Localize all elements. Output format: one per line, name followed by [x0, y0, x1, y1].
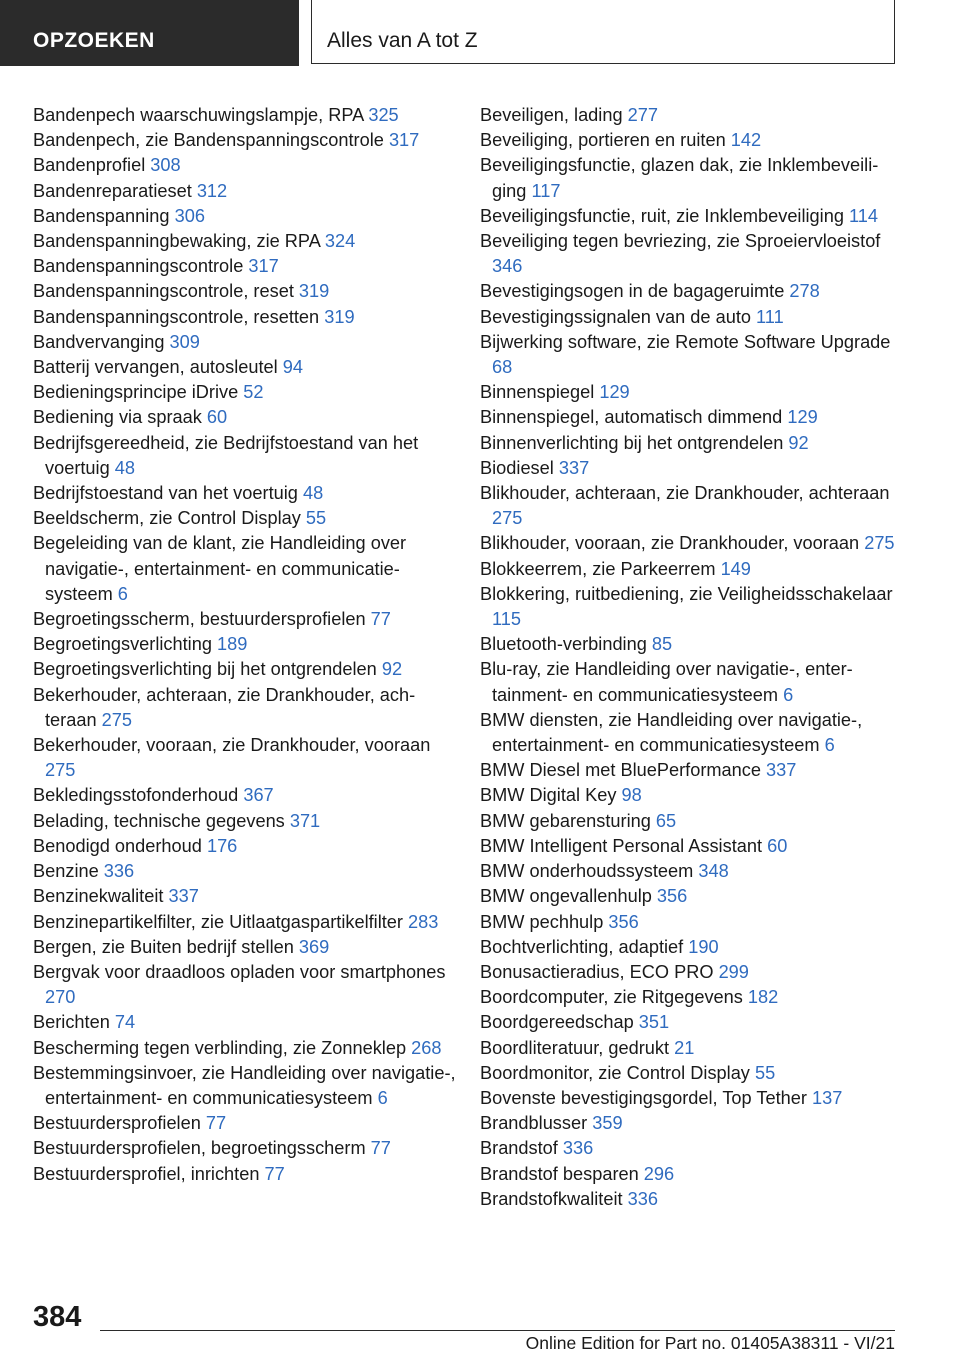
- page-reference-link[interactable]: 275: [492, 508, 523, 529]
- index-term: Blu-ray, zie Handleiding over navigatie-, entertainment- en communicatiesysteem: [480, 659, 853, 705]
- page-reference-link[interactable]: 275: [864, 533, 895, 554]
- index-term: Beveiligingsfunctie, glazen dak, zie Inklembeveiliging: [480, 155, 879, 201]
- index-term: Begroetingsverlichting: [33, 634, 217, 655]
- page-reference-link[interactable]: 60: [767, 835, 788, 856]
- index-term: BMW pechhulp: [480, 911, 609, 932]
- index-term: Brandblusser: [480, 1113, 593, 1134]
- index-term: Beeldscherm, zie Control Display: [33, 508, 306, 529]
- index-entry: [33, 834, 458, 859]
- page-reference-link[interactable]: 356: [608, 911, 639, 932]
- page-reference-link[interactable]: 6: [783, 684, 794, 705]
- index-term: Benodigd onderhoud: [33, 835, 207, 856]
- index-term: BMW Intelligent Personal Assistant: [480, 835, 768, 856]
- page-reference-link[interactable]: 182: [747, 987, 779, 1008]
- index-term: Blikhouder, vooraan, zie Drankhouder, vooraan: [480, 533, 865, 554]
- index-entry: [33, 935, 458, 960]
- index-term: Bandenspanningscontrole, reset: [33, 281, 299, 302]
- index-term: Bedrijfsgereedheid, zie Bedrijfstoestand van het voertuig: [33, 432, 419, 478]
- index-entry: [480, 632, 900, 657]
- index-entry: [480, 1187, 900, 1212]
- page-reference-link[interactable]: 309: [169, 331, 200, 352]
- index-term: Benzinekwaliteit: [33, 886, 169, 907]
- index-term: Biodiesel: [480, 457, 559, 478]
- index-term: Batterij vervangen, autosleutel: [33, 357, 283, 378]
- page-reference-link[interactable]: 6: [377, 1087, 388, 1108]
- page-reference-link[interactable]: 115: [492, 609, 521, 630]
- index-term: BMW gebarensturing: [480, 810, 656, 831]
- page-reference-link[interactable]: 98: [621, 785, 642, 806]
- page-reference-link[interactable]: 319: [298, 281, 330, 302]
- index-term: Beveiligen, lading: [480, 105, 628, 125]
- index-entry: [480, 1086, 900, 1111]
- page-reference-link[interactable]: 111: [756, 306, 784, 327]
- index-term: Bestuurdersprofielen: [33, 1113, 206, 1134]
- index-term: Boordgereedschap: [480, 1012, 639, 1033]
- index-entry: [480, 557, 900, 582]
- page-reference-link[interactable]: 283: [408, 911, 439, 932]
- index-term: Bestuurdersprofielen, begroetingsscherm: [33, 1138, 371, 1159]
- index-entry: [480, 582, 900, 632]
- index-entry: [33, 683, 458, 733]
- index-entry: [480, 279, 900, 304]
- index-entry: [480, 103, 900, 128]
- page-reference-link[interactable]: 92: [381, 659, 403, 680]
- page-reference-link[interactable]: 77: [370, 609, 391, 630]
- index-entry: [480, 481, 900, 531]
- index-term: Bescherming tegen verblinding, zie Zonneklep: [33, 1037, 412, 1058]
- index-entry: [480, 834, 900, 859]
- page-reference-link[interactable]: 336: [562, 1138, 594, 1159]
- index-entry: [33, 1036, 458, 1061]
- page-reference-link[interactable]: 92: [788, 432, 809, 453]
- page-reference-link[interactable]: 65: [655, 810, 677, 831]
- index-entry: [33, 859, 458, 884]
- index-entry: [480, 1111, 900, 1136]
- index-term: Bedieningsprincipe iDrive: [33, 382, 244, 403]
- index-term: Bluetooth-verbinding: [480, 634, 652, 655]
- index-term: Bergvak voor draadloos opladen voor smartphones: [33, 961, 446, 982]
- index-entry: [480, 708, 900, 758]
- index-entry: [33, 1061, 458, 1111]
- index-entry: [33, 783, 458, 808]
- page-reference-link[interactable]: 317: [388, 130, 420, 151]
- index-entry: [480, 380, 900, 405]
- index-entry: [480, 859, 900, 884]
- page-reference-link[interactable]: 371: [289, 810, 321, 831]
- page-reference-link[interactable]: 117: [531, 180, 561, 201]
- index-entry: [33, 204, 458, 229]
- index-entry: [33, 179, 458, 204]
- index-term: Bandenspanningscontrole, resetten: [33, 306, 325, 327]
- index-entry: [480, 657, 900, 707]
- index-column-right: [480, 103, 900, 1212]
- index-term: Bestuurdersprofiel, inrichten: [33, 1163, 265, 1184]
- page-reference-link[interactable]: 296: [643, 1163, 675, 1184]
- index-entry: [33, 1010, 458, 1035]
- index-entry: [33, 355, 458, 380]
- index-entry: [480, 204, 900, 229]
- index-term: Benzinepartikelfilter, zie Uitlaatgaspartikelfilter: [33, 911, 409, 932]
- index-entry: [33, 960, 458, 1010]
- page-reference-link[interactable]: 55: [305, 508, 327, 529]
- page-reference-link[interactable]: 346: [492, 256, 523, 277]
- index-column-left: [33, 103, 458, 1187]
- index-entry: [33, 1136, 458, 1161]
- index-entry: [33, 733, 458, 783]
- index-entry: [33, 1162, 458, 1187]
- index-entry: [480, 229, 900, 279]
- index-entry: [33, 153, 458, 178]
- page-reference-link[interactable]: 306: [174, 205, 205, 226]
- index-term: BMW onderhoudssysteem: [480, 861, 699, 882]
- section-tab[interactable]: OPZOEKEN: [0, 0, 299, 66]
- index-term: Binnenspiegel, automatisch dimmend: [480, 407, 788, 428]
- index-entry: [33, 305, 458, 330]
- page-reference-link[interactable]: 325: [368, 105, 399, 125]
- index-entry: [480, 1162, 900, 1187]
- index-entry: [33, 229, 458, 254]
- page-reference-link[interactable]: 337: [766, 760, 797, 781]
- index-entry: [480, 910, 900, 935]
- page-header: [0, 0, 960, 66]
- index-entry: [33, 481, 458, 506]
- page-reference-link[interactable]: 319: [324, 306, 355, 327]
- index-entry: [33, 380, 458, 405]
- page-reference-link[interactable]: 308: [150, 155, 181, 176]
- index-term: Bestemmingsinvoer, zie Handleiding over navigatie-, entertainment- en communicatiesysteem: [33, 1062, 456, 1108]
- index-term: Bandenspanning: [33, 205, 175, 226]
- page-reference-link[interactable]: 48: [302, 483, 324, 504]
- page-reference-link[interactable]: 137: [811, 1087, 843, 1108]
- page-reference-link[interactable]: 275: [101, 709, 132, 730]
- index-term: Begeleiding van de klant, zie Handleiding over navigatie-, entertainment- en communicatiesysteem: [33, 533, 407, 604]
- index-term: Bovenste bevestigingsgordel, Top Tether: [480, 1087, 812, 1108]
- index-entry: [480, 153, 900, 203]
- page-reference-link[interactable]: 60: [206, 407, 228, 428]
- index-entry: [480, 128, 900, 153]
- page-reference-link[interactable]: 359: [592, 1113, 623, 1134]
- index-term: Bandenprofiel: [33, 155, 151, 176]
- page-reference-link[interactable]: 55: [754, 1062, 776, 1083]
- page-reference-link[interactable]: 317: [248, 256, 279, 277]
- index-entry: [33, 506, 458, 531]
- page-reference-link[interactable]: 336: [627, 1188, 658, 1209]
- index-term: Beveiliging, portieren en ruiten: [480, 130, 731, 151]
- index-entry: [480, 456, 900, 481]
- index-term: Begroetingsverlichting bij het ontgrendelen: [33, 659, 382, 680]
- page-number: 384: [33, 1301, 82, 1333]
- page-reference-link[interactable]: 129: [599, 382, 630, 403]
- page-reference-link[interactable]: 52: [243, 382, 264, 403]
- index-entry: [33, 884, 458, 909]
- index-term: BMW Diesel met BluePerformance: [480, 760, 767, 781]
- edition-footer: Online Edition for Part no. 01405A38311 - VI/21: [525, 1333, 895, 1353]
- index-term: Bevestigingssignalen van de auto: [480, 306, 757, 327]
- index-entry: [480, 935, 900, 960]
- index-term: Beveiliging tegen bevriezing, zie Sproeiervloeistof: [480, 231, 881, 252]
- page-reference-link[interactable]: 277: [627, 105, 658, 125]
- index-entry: [480, 531, 900, 556]
- index-term: Boordmonitor, zie Control Display: [480, 1062, 755, 1083]
- index-term: BMW diensten, zie Handleiding over navigatie-, entertainment- en communicatiesysteem: [480, 709, 863, 756]
- index-term: Bandenpech, zie Bandenspanningscontrole: [33, 130, 389, 151]
- page-reference-link[interactable]: 74: [114, 1012, 136, 1033]
- page-reference-link[interactable]: 312: [196, 180, 228, 201]
- index-entry: [33, 431, 458, 481]
- page-reference-link[interactable]: 77: [370, 1138, 391, 1159]
- index-entry: [480, 960, 900, 985]
- page-reference-link[interactable]: 21: [674, 1037, 695, 1058]
- page-reference-link[interactable]: 324: [324, 231, 356, 252]
- page-reference-link[interactable]: 336: [103, 861, 135, 882]
- index-term: Brandstof besparen: [480, 1163, 644, 1184]
- index-term: Bandenreparatieset: [33, 180, 197, 201]
- index-term: Bevestigingsogen in de bagageruimte: [480, 281, 790, 302]
- index-term: BMW Digital Key: [480, 785, 622, 806]
- index-entry: [480, 1036, 900, 1061]
- index-entry: [480, 1136, 900, 1161]
- page-reference-link[interactable]: 48: [114, 457, 135, 478]
- page-reference-link[interactable]: 270: [45, 987, 76, 1008]
- index-entry: [33, 632, 458, 657]
- index-term: Binnenspiegel: [480, 382, 600, 403]
- page-reference-link[interactable]: 367: [243, 785, 274, 806]
- page-reference-link[interactable]: 268: [411, 1037, 442, 1058]
- index-term: Boordliteratuur, gedrukt: [480, 1037, 675, 1058]
- index-term: BMW ongevallenhulp: [480, 886, 657, 907]
- page-reference-link[interactable]: 77: [205, 1113, 227, 1134]
- index-term: Blikhouder, achteraan, zie Drankhouder, achteraan: [480, 483, 890, 504]
- chapter-title: Alles van A tot Z: [311, 0, 895, 64]
- page-reference-link[interactable]: 337: [558, 457, 590, 478]
- index-term: Bekerhouder, achteraan, zie Drankhouder, achteraan: [33, 684, 416, 730]
- index-term: Bonusactieradius, ECO PRO: [480, 961, 719, 982]
- footer-divider: [100, 1330, 895, 1331]
- index-entry: [33, 405, 458, 430]
- index-entry: [33, 657, 458, 682]
- index-entry: [33, 910, 458, 935]
- page-reference-link[interactable]: 6: [824, 735, 835, 756]
- index-entry: [33, 607, 458, 632]
- index-term: Berichten: [33, 1012, 115, 1033]
- index-entry: [33, 254, 458, 279]
- index-term: Blokkering, ruitbediening, zie Veiligheidsschakelaar: [480, 583, 893, 604]
- page-reference-link[interactable]: 176: [206, 835, 238, 856]
- index-term: Bekerhouder, vooraan, zie Drankhouder, vooraan: [33, 735, 431, 756]
- index-entry: [480, 431, 900, 456]
- index-term: Bergen, zie Buiten bedrijf stellen: [33, 936, 299, 957]
- index-term: Bandenspanningscontrole: [33, 256, 249, 277]
- page-reference-link[interactable]: 77: [264, 1163, 285, 1184]
- index-term: Belading, technische gegevens: [33, 810, 290, 831]
- index-entry: [480, 783, 900, 808]
- index-entry: [33, 1111, 458, 1136]
- index-term: Bandvervanging: [33, 331, 170, 352]
- page-reference-link[interactable]: 337: [168, 886, 199, 907]
- page-reference-link[interactable]: 190: [688, 936, 719, 957]
- index-entry: [33, 103, 458, 128]
- index-term: Bochtverlichting, adaptief: [480, 936, 689, 957]
- index-term: Brandstof: [480, 1138, 563, 1159]
- index-term: Blokkeerrem, zie Parkeerrem: [480, 558, 721, 579]
- index-entry: [480, 809, 900, 834]
- index-term: Bedrijfstoestand van het voertuig: [33, 483, 303, 504]
- index-entry: [33, 330, 458, 355]
- index-term: Boordcomputer, zie Ritgegevens: [480, 987, 748, 1008]
- index-term: Bediening via spraak: [33, 407, 207, 428]
- index-entry: [480, 305, 900, 330]
- page-reference-link[interactable]: 68: [492, 357, 513, 378]
- index-term: Bandenpech waarschuwingslampje, RPA: [33, 105, 369, 125]
- index-term: Begroetingsscherm, bestuurdersprofielen: [33, 609, 371, 630]
- index-entry: [480, 1061, 900, 1086]
- page-reference-link[interactable]: 369: [298, 936, 330, 957]
- page-reference-link[interactable]: 348: [698, 861, 729, 882]
- index-entry: [33, 279, 458, 304]
- page-reference-link[interactable]: 356: [656, 886, 688, 907]
- index-term: Bandenspanningbewaking, zie RPA: [33, 231, 325, 252]
- index-term: Brandstofkwaliteit: [480, 1188, 628, 1209]
- page-reference-link[interactable]: 129: [787, 407, 818, 428]
- index-entry: [33, 128, 458, 153]
- index-entry: [480, 884, 900, 909]
- page-reference-link[interactable]: 351: [638, 1012, 670, 1033]
- index-entry: [33, 809, 458, 834]
- page-reference-link[interactable]: 149: [720, 558, 751, 579]
- index-entry: [480, 1010, 900, 1035]
- index-term: Bekledingsstofonderhoud: [33, 785, 244, 806]
- index-entry: [480, 330, 900, 380]
- index-term: Bijwerking software, zie Remote Software Upgrade: [480, 331, 891, 352]
- page-reference-link[interactable]: 142: [730, 130, 762, 151]
- index-entry: [480, 758, 900, 783]
- page-reference-link[interactable]: 299: [718, 961, 749, 982]
- page-reference-link[interactable]: 278: [789, 281, 820, 302]
- index-entry: [33, 531, 458, 607]
- page-reference-link[interactable]: 275: [45, 760, 76, 781]
- index-term: Beveiligingsfunctie, ruit, zie Inklembeveiliging: [480, 205, 849, 226]
- index-entry: [480, 405, 900, 430]
- page-reference-link[interactable]: 94: [282, 357, 303, 378]
- index-term: Benzine: [33, 861, 104, 882]
- index-term: Binnenverlichting bij het ontgrendelen: [480, 432, 789, 453]
- page-reference-link[interactable]: 85: [651, 634, 673, 655]
- index-entry: [480, 985, 900, 1010]
- page-reference-link[interactable]: 189: [217, 634, 248, 655]
- page-reference-link[interactable]: 114: [849, 205, 878, 226]
- page-reference-link[interactable]: 6: [117, 583, 128, 604]
